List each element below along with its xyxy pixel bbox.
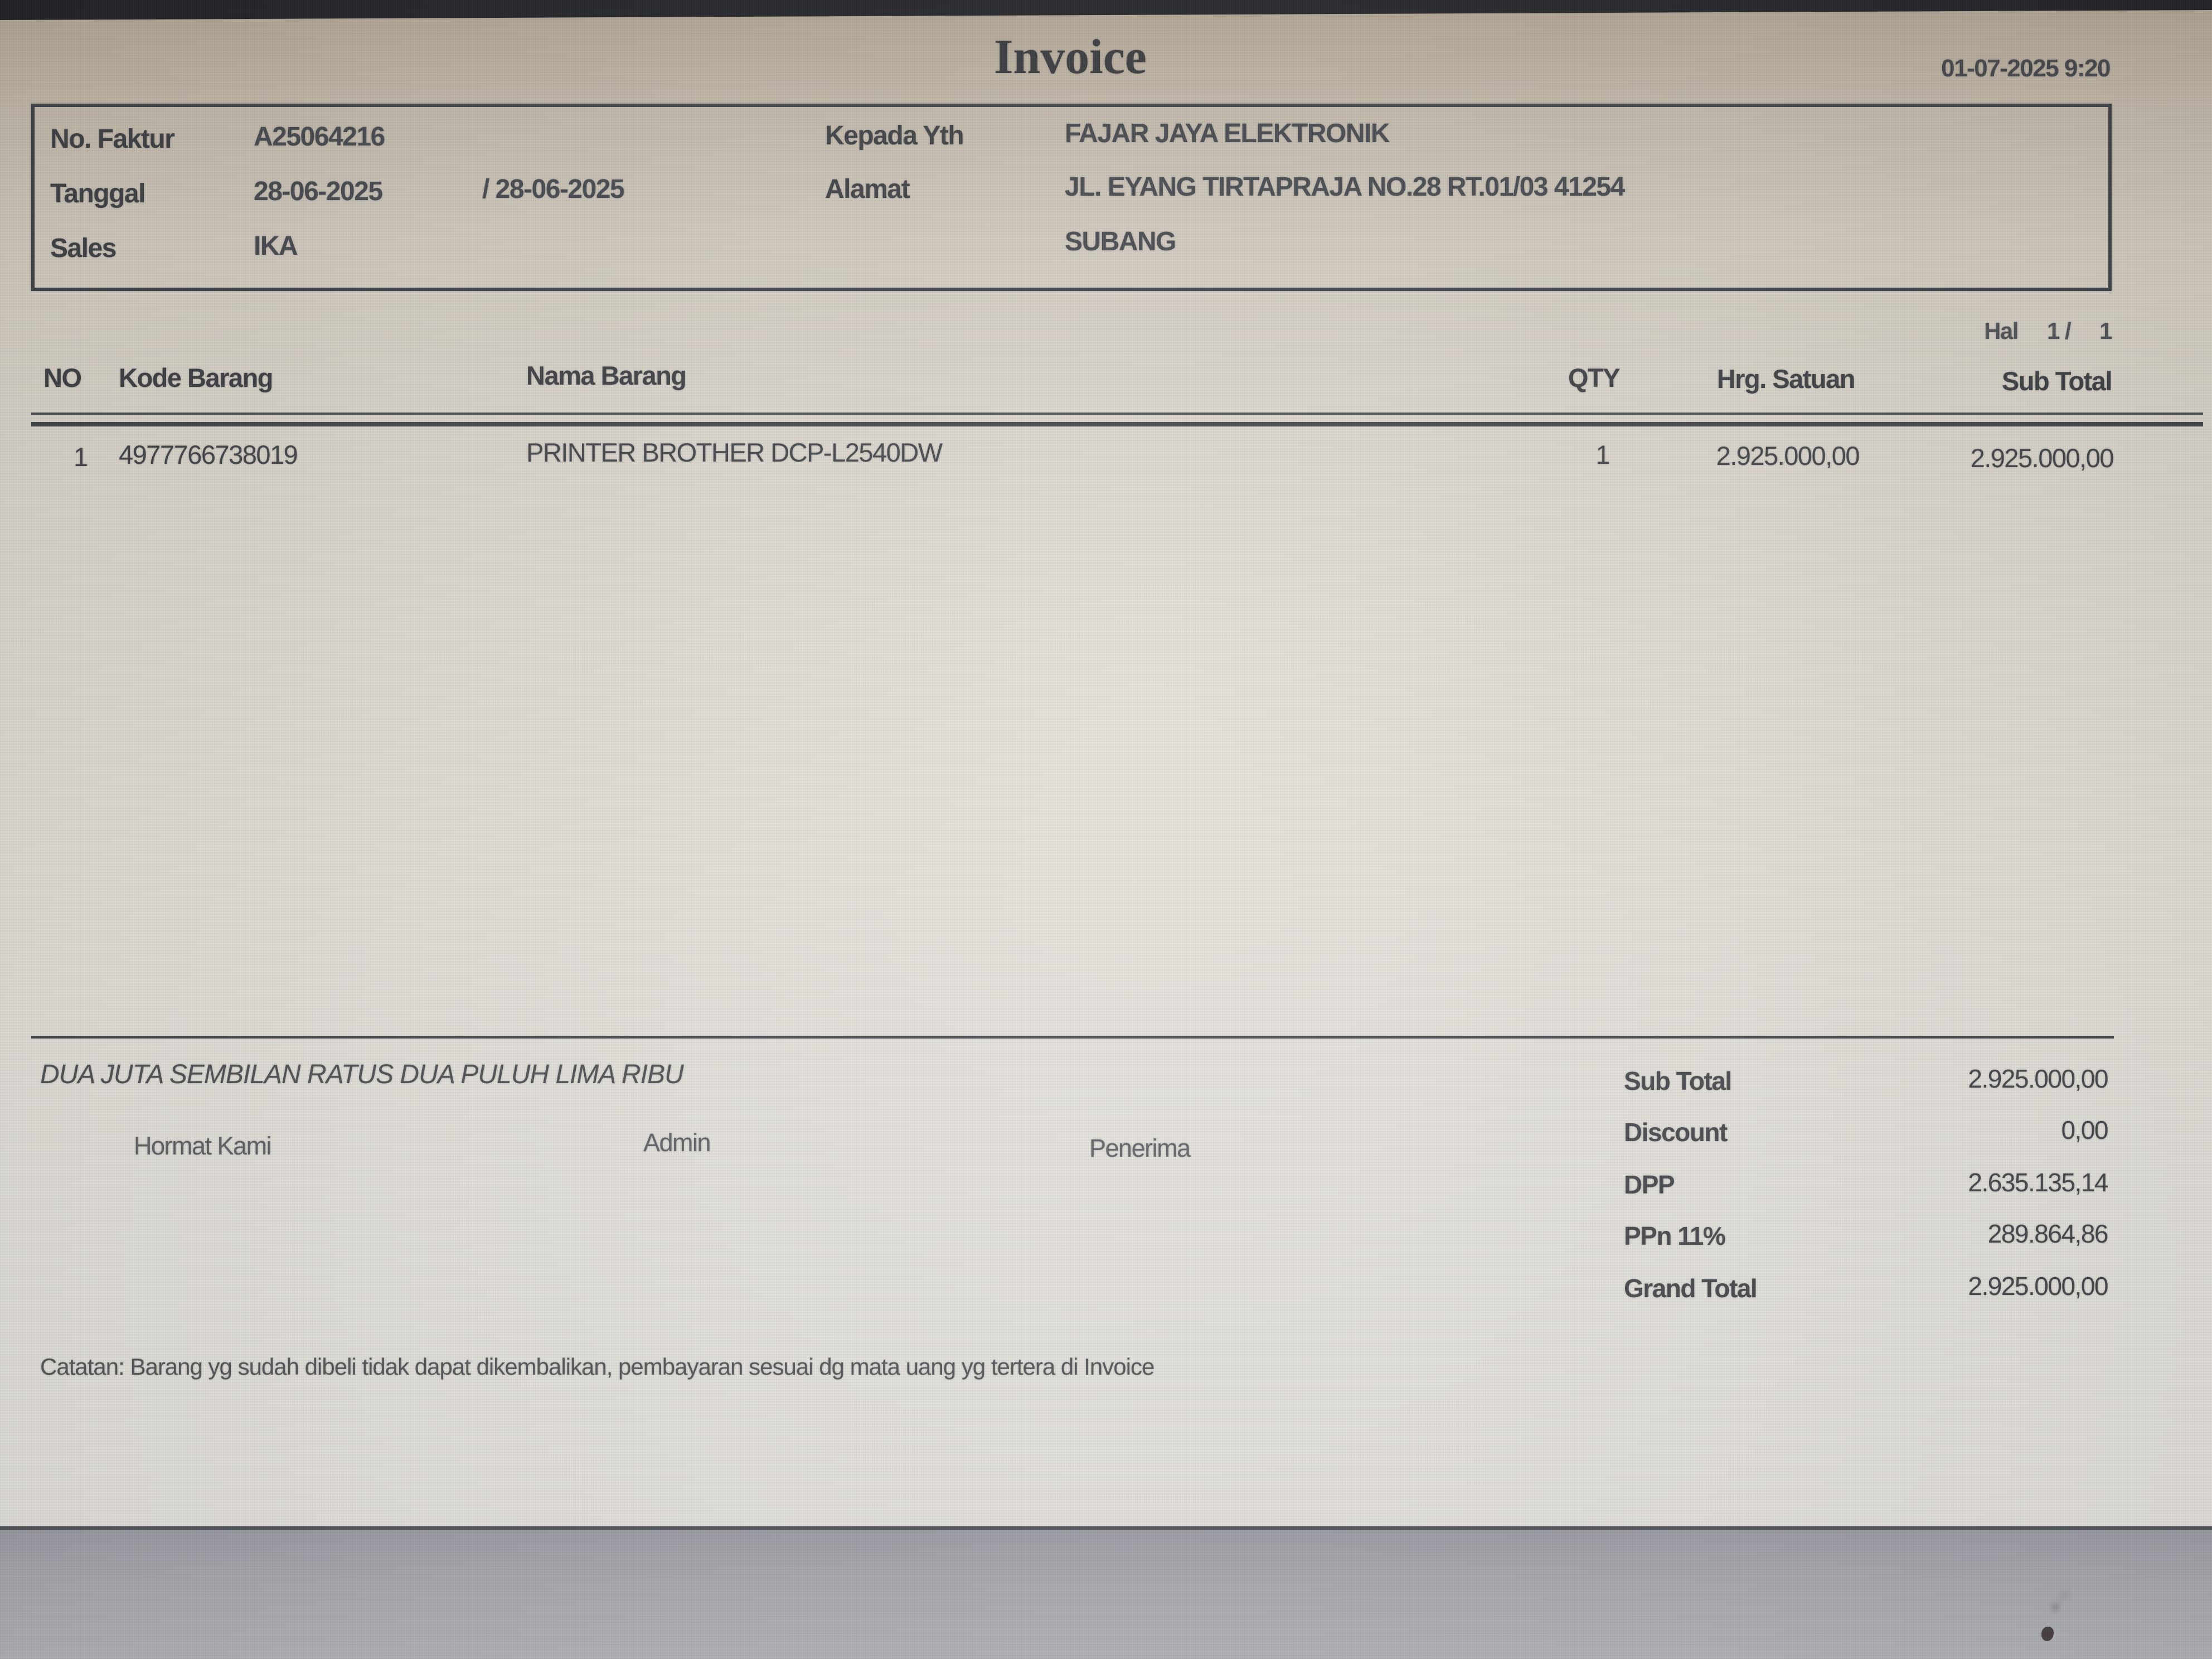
alamat-line2-value: SUBANG (1065, 227, 1176, 256)
invoice-title: Invoice (994, 30, 1147, 84)
page-indicator (1984, 318, 2112, 345)
tanggal-value: 28-06-2025 (254, 177, 382, 206)
row-qty: 1 (1595, 440, 1609, 469)
signature-admin: Admin (643, 1128, 711, 1157)
row-nama: PRINTER BROTHER DCP-L2540DW (526, 438, 942, 467)
ppn-label: PPn 11% (1624, 1221, 1725, 1250)
page-indicator-current: 1 / (2046, 318, 2071, 344)
amount-in-words: DUA JUTA SEMBILAN RATUS DUA PULUH LIMA RIBU (40, 1060, 683, 1089)
dpp-label: DPP (1624, 1170, 1675, 1199)
no-faktur-value: A25064216 (254, 122, 385, 152)
page-indicator-label: Hal (1984, 318, 2018, 344)
grand-total-value: 2.925.000,00 (1968, 1272, 2108, 1301)
row-kode: 4977766738019 (119, 440, 298, 469)
col-header-hrg: Hrg. Satuan (1716, 364, 1855, 394)
signature-hormat-kami: Hormat Kami (134, 1132, 271, 1160)
no-faktur-label: No. Faktur (50, 124, 174, 154)
discount-label: Discount (1624, 1118, 1727, 1147)
row-subtotal: 2.925.000,00 (1970, 443, 2113, 473)
discount-value: 0,00 (2061, 1115, 2108, 1144)
row-hrg: 2.925.000,00 (1716, 441, 1859, 470)
col-header-kode: Kode Barang (119, 363, 273, 392)
kepada-value: FAJAR JAYA ELEKTRONIK (1065, 119, 1389, 148)
alamat-label: Alamat (825, 174, 910, 204)
ppn-value: 289.864,86 (1987, 1219, 2108, 1248)
tanggal-due-value: / 28-06-2025 (482, 174, 624, 204)
footer-section-rule (31, 1036, 2114, 1039)
footer-note: Catatan: Barang yg sudah dibeli tidak dapat dikembalikan, pembayaran sesuai dg mata uang yg tertera di Invoice (40, 1354, 1154, 1380)
dpp-value: 2.635.135,14 (1968, 1168, 2108, 1197)
screen-background-below-page (0, 1526, 2212, 1659)
tanggal-label: Tanggal (50, 179, 145, 208)
table-header-rule-thin (31, 413, 2203, 415)
col-header-subtotal: Sub Total (2001, 366, 2112, 396)
sales-value: IKA (254, 231, 298, 261)
grand-total-label: Grand Total (1624, 1274, 1757, 1303)
page-indicator-total: 1 (2099, 318, 2112, 344)
subtotal-value: 2.925.000,00 (1968, 1064, 2108, 1093)
col-header-nama: Nama Barang (526, 361, 686, 390)
alamat-value: JL. EYANG TIRTAPRAJA NO.28 RT.01/03 41254 (1065, 172, 1624, 202)
col-header-qty: QTY (1568, 363, 1619, 392)
kepada-label: Kepada Yth (825, 121, 964, 151)
print-datetime: 01-07-2025 9:20 (1941, 55, 2110, 82)
table-header-rule-thick (31, 422, 2203, 426)
row-no: 1 (74, 442, 88, 472)
subtotal-label: Sub Total (1624, 1066, 1731, 1095)
col-header-no: NO (43, 363, 81, 392)
sales-label: Sales (50, 234, 116, 263)
signature-penerima: Penerima (1089, 1134, 1190, 1162)
monitor-bezel-strip (0, 0, 2212, 20)
